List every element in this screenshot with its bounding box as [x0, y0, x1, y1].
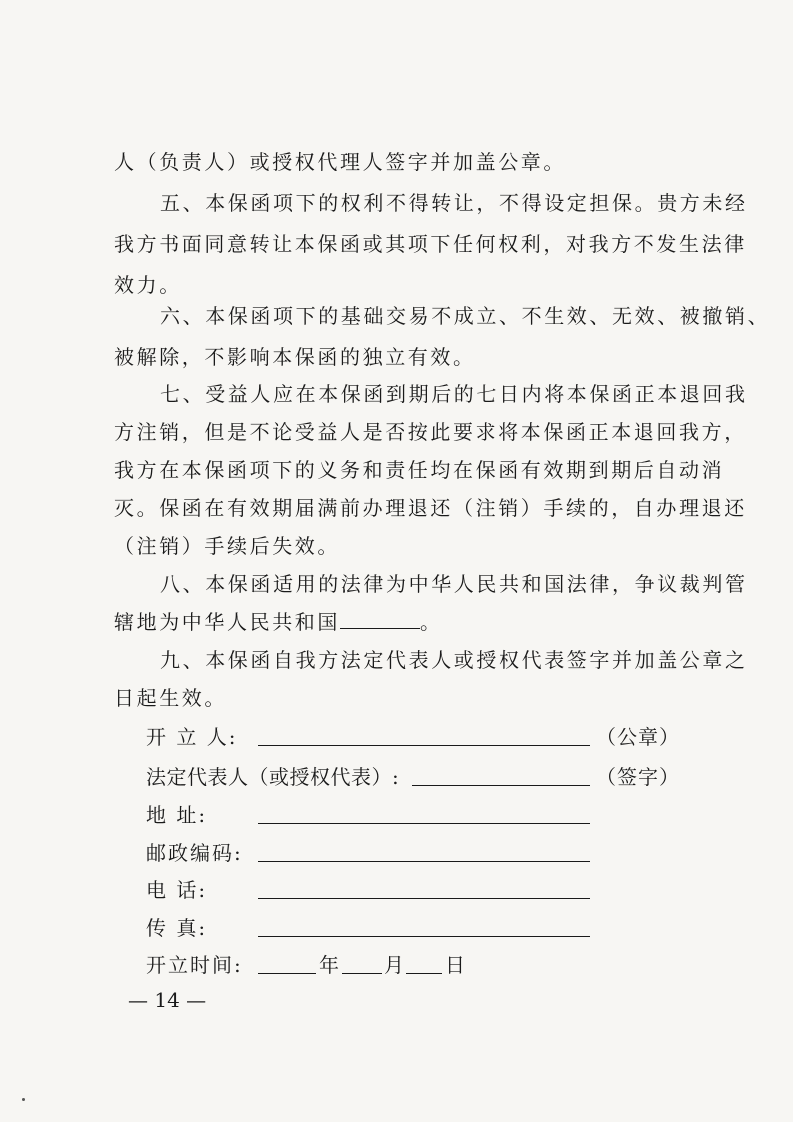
fax-label: 传 真:	[146, 916, 208, 940]
paragraph-line: 人（负责人）或授权代理人签字并加盖公章。	[114, 150, 566, 174]
period: 。	[420, 610, 443, 634]
fax-blank	[258, 936, 590, 937]
date-label: 开立时间:	[146, 953, 243, 977]
clause-9-line: 九、本保函自我方法定代表人或授权代表签字并加盖公章之	[160, 648, 748, 672]
clause-7-line: 我方在本保函项下的义务和责任均在保函有效期到期后自动消	[114, 458, 725, 482]
month-text: 月	[384, 953, 405, 977]
year-text: 年	[319, 953, 340, 977]
legal-rep-sign-suffix: （签字）	[596, 765, 680, 789]
clause-5-line: 我方书面同意转让本保函或其项下任何权利，对我方不发生法律	[114, 232, 747, 256]
postcode-label: 邮政编码:	[146, 841, 243, 865]
phone-label: 电 话:	[146, 878, 208, 902]
address-blank	[258, 823, 590, 824]
scan-speck	[22, 1098, 25, 1101]
clause-7-line: 七、受益人应在本保函到期后的七日内将本保函正本退回我	[160, 382, 748, 406]
day-text: 日	[445, 953, 466, 977]
clause-7-line: 方注销，但是不论受益人是否按此要求将本保函正本退回我方，	[114, 420, 747, 444]
address-label: 地 址:	[146, 803, 208, 827]
clause-6-line: 六、本保函项下的基础交易不成立、不生效、无效、被撤销、	[160, 304, 771, 328]
jurisdiction-text: 辖地为中华人民共和国	[114, 610, 340, 634]
clause-7-line: （注销）手续后失效。	[114, 534, 340, 558]
issuer-label: 开 立 人:	[146, 725, 238, 749]
issuer-seal-suffix: （公章）	[596, 725, 680, 749]
legal-rep-blank	[412, 785, 590, 786]
clause-6-line: 被解除，不影响本保函的独立有效。	[114, 345, 476, 369]
legal-rep-label: 法定代表人（或授权代表）:	[146, 765, 400, 789]
year-blank	[258, 973, 316, 974]
issuer-blank	[258, 745, 590, 746]
month-blank	[342, 973, 382, 974]
clause-9-line: 日起生效。	[114, 686, 227, 710]
clause-8-line: 八、本保函适用的法律为中华人民共和国法律，争议裁判管	[160, 572, 748, 596]
clause-5-line: 效力。	[114, 273, 182, 297]
clause-7-line: 灭。保函在有效期届满前办理退还（注销）手续的，自办理退还	[114, 496, 747, 520]
phone-blank	[258, 898, 590, 899]
clause-5-line: 五、本保函项下的权利不得转让，不得设定担保。贵方未经	[160, 191, 748, 215]
page-number: — 14 —	[128, 988, 207, 1012]
day-blank	[406, 973, 442, 974]
postcode-blank	[258, 861, 590, 862]
clause-8-line	[114, 610, 714, 634]
jurisdiction-blank	[340, 610, 420, 629]
